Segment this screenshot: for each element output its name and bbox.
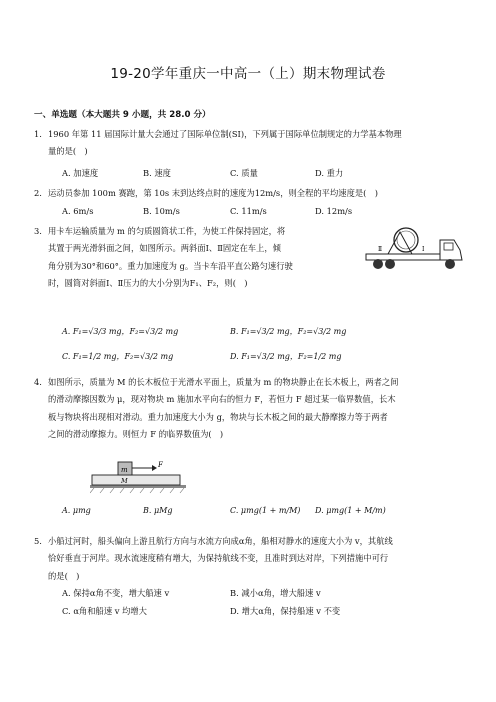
incline-label-2: Ⅱ: [378, 246, 383, 253]
option-c[interactable]: C. 11m/s: [230, 206, 267, 216]
option-a[interactable]: A. 6m/s: [62, 206, 94, 216]
question-text-line: 时，圆筒对斜面Ⅰ、Ⅱ压力的大小分别为F₁、F₂，则( ): [48, 277, 248, 288]
option-b[interactable]: B. 10m/s: [143, 206, 180, 216]
question-text-line: 的是( ): [48, 570, 80, 581]
option-b[interactable]: B. F₁=√3/2 mg，F₂=√3/2 mg: [230, 327, 347, 336]
question-text-line: 运动员参加 100m 赛跑，第 10s 末到达终点时的速度为12m/s，则全程的平均速度是( ): [48, 188, 378, 198]
option-d[interactable]: D. μmg(1 + M/m): [315, 506, 386, 515]
option-c[interactable]: C. μmg(1 + m/M): [230, 506, 301, 515]
question-number: 5.: [34, 536, 42, 546]
option-d[interactable]: D. F₁=√3/2 mg，F₂=1/2 mg: [230, 352, 342, 361]
block-board-figure: [90, 455, 190, 495]
question-text-line: 恰好垂直于河岸。现水流速度稍有增大，为保持航线不变，且准时到达对岸，下列措施中可行: [48, 553, 389, 564]
truck-figure: [350, 224, 470, 280]
question-number: 2.: [34, 188, 42, 198]
question-number: 1.: [34, 129, 42, 139]
cylinder-workpiece: [394, 228, 418, 252]
option-a[interactable]: A. 加速度: [62, 168, 99, 178]
question-1: [34, 126, 460, 161]
question-text-line: 其置于两光滑斜面之间，如图所示。两斜面Ⅰ、Ⅱ固定在车上，倾: [48, 243, 281, 254]
question-text-line: 角分别为30°和60°。重力加速度为 g。当卡车沿平直公路匀速行驶: [48, 260, 293, 271]
option-a[interactable]: A. F₁=√3/3 mg，F₂=√3/2 mg: [62, 327, 179, 336]
option-b[interactable]: B. 减小α角，增大船速 v: [230, 588, 321, 598]
question-5: [34, 533, 460, 585]
board-mass-label: M: [121, 477, 128, 485]
question-text-line: 的滑动摩擦因数为 μ，现对物块 m 施加水平向右的恒力 F，若恒力 F 超过某一临界数值，长木: [48, 394, 396, 405]
truck-window: [444, 243, 453, 250]
question-text-line: 板与物块将出现相对滑动。重力加速度大小为 g，物块与长木板之间的最大静摩擦力等于两者: [48, 411, 388, 422]
force-arrow-head: [152, 465, 157, 471]
question-4: [34, 374, 460, 443]
option-b[interactable]: B. μMg: [143, 506, 173, 515]
question-text-line: 之间的滑动摩擦力。则恒力 F 的临界数值为( ): [48, 428, 224, 439]
question-number: 4.: [34, 377, 42, 387]
cylinder-inner-ring: [397, 231, 415, 249]
question-text-line: 用卡车运输质量为 m 的匀质圆筒状工件，为使工件保持固定，将: [48, 226, 286, 236]
option-a[interactable]: A. μmg: [62, 506, 91, 515]
option-d[interactable]: D. 12m/s: [315, 206, 353, 216]
question-text-line: 小船过河时，船头偏向上游且航行方向与水流方向成α角，船相对静水的速度大小为 v，其航线: [48, 536, 393, 546]
question-number: 3.: [34, 226, 42, 236]
truck-wheel-front: [445, 259, 455, 269]
question-text-line: 1960 年第 11 届国际计量大会通过了国际单位制(SI)，下列属于国际单位制规定的力学基本物理: [48, 129, 402, 139]
ground-hatching: [90, 488, 184, 493]
option-a[interactable]: A. 保持α角不变，增大船速 v: [62, 588, 170, 598]
section-heading: 一、单选题（本大题共 9 小题，共 28.0 分）: [34, 110, 211, 120]
incline-label-1: Ⅰ: [422, 246, 425, 253]
option-c[interactable]: C. F₁=1/2 mg，F₂=√3/2 mg: [62, 352, 174, 361]
question-text-line: 量的是( ): [48, 146, 88, 157]
force-label: F: [158, 461, 163, 469]
option-d[interactable]: D. 增大α角，保持船速 v 不变: [230, 606, 341, 616]
question-2: [34, 185, 460, 202]
option-c[interactable]: C. 质量: [230, 168, 258, 178]
exam-title: 19-20学年重庆一中高一（上）期末物理试卷: [110, 66, 386, 82]
option-c[interactable]: C. α角和船速 v 均增大: [62, 606, 147, 616]
truck-wheel-rear-2: [385, 259, 395, 269]
option-d[interactable]: D. 重力: [315, 168, 344, 178]
long-board: [92, 475, 180, 485]
ground-surface: [90, 485, 186, 488]
truck-wheel-rear-1: [373, 259, 383, 269]
option-b[interactable]: B. 速度: [143, 168, 171, 178]
block-mass-label: m: [121, 466, 128, 474]
question-text-line: 如图所示，质量为 M 的长木板位于光滑水平面上，质量为 m 的物块静止在长木板上，两者之间: [48, 377, 399, 387]
